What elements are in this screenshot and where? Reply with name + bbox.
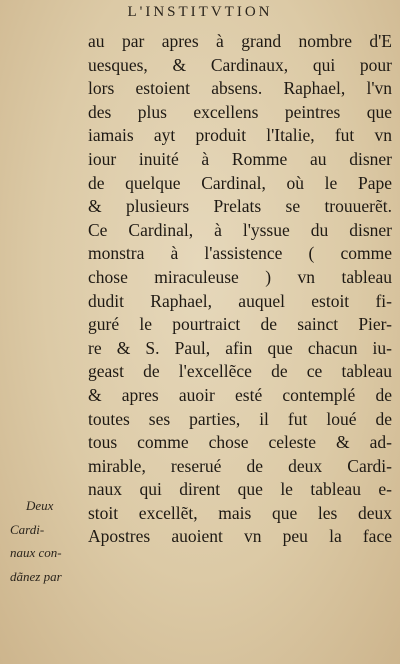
text-line: chose miraculeuse ) vn tableau [88, 266, 392, 287]
text-line: Apostres auoient vn peu la face [88, 526, 392, 547]
main-text-block [88, 30, 392, 549]
text-line: iour inuité à Romme au disner [88, 148, 392, 169]
text-line: de quelque Cardinal, où le Pape [88, 172, 392, 193]
text-line: tous comme chose celeste & ad- [88, 432, 392, 453]
marginal-note [10, 494, 88, 588]
text-line: & apres auoir esté contemplé de [88, 384, 392, 405]
text-line: Ce Cardinal, à l'yssue du disner [88, 219, 392, 240]
text-line: lors estoient absens. Raphael, l'vn [88, 78, 392, 99]
text-line: des plus excellens peintres que [88, 101, 392, 122]
margin-note-line: naux con- [10, 545, 62, 561]
text-line: geast de l'excellẽce de ce tableau [88, 361, 392, 382]
text-line: & plusieurs Prelats se trouuerẽt. [88, 196, 392, 217]
text-line: naux qui dirent que le tableau e- [88, 479, 392, 500]
text-line: uesques, & Cardinaux, qui pour [88, 54, 392, 75]
margin-note-line: Cardi- [10, 521, 45, 537]
text-line: stoit excellẽt, mais que les deux [88, 502, 392, 523]
text-line: au par apres à grand nombre d'E [88, 31, 392, 51]
running-head: L'INSTITVTION [127, 4, 273, 20]
margin-note-line: Deux [26, 498, 54, 513]
text-line: toutes ses parties, il fut loué de [88, 408, 392, 429]
text-line: guré le pourtraict de sainct Pier- [88, 314, 392, 335]
text-line: monstra à l'assistence ( comme [88, 243, 392, 264]
margin-note-line: dãnez par [10, 568, 62, 584]
text-line: mirable, reserué de deux Cardi- [88, 455, 392, 476]
text-line: iamais ayt produit l'Italie, fut vn [88, 125, 392, 146]
text-line: re & S. Paul, afin que chacun iu- [88, 337, 392, 358]
text-line: dudit Raphael, auquel estoit fi- [88, 290, 392, 311]
